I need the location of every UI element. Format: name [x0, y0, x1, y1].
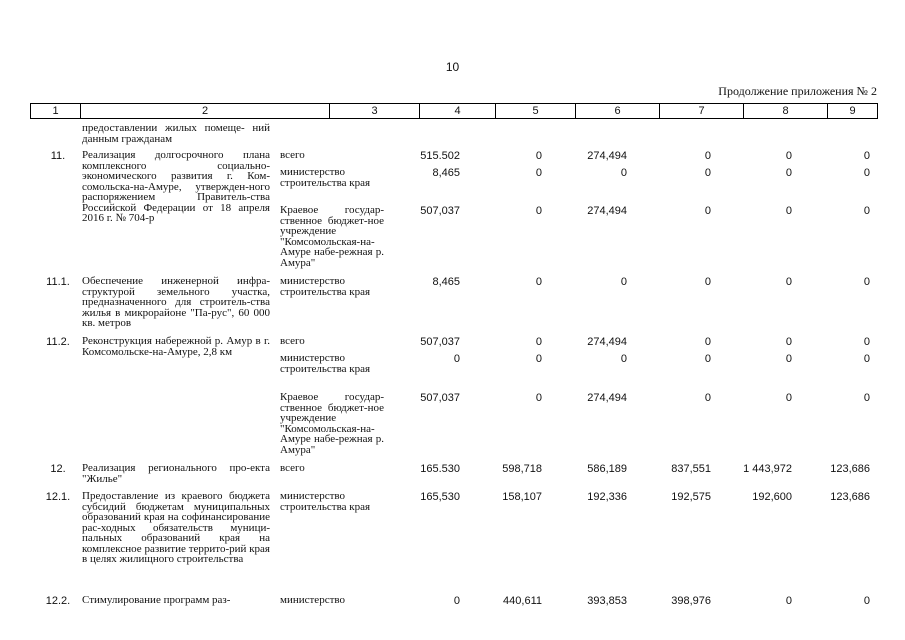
- cell-col4: 0: [453, 353, 460, 365]
- cell-col5: 0: [535, 353, 542, 365]
- row-number: 11.2.: [46, 336, 70, 348]
- funding-source: министерство: [280, 594, 346, 606]
- cell-col5: 440,611: [503, 595, 542, 607]
- cell-col9: 0: [863, 276, 870, 288]
- continuation-title: Продолжение приложения № 2: [718, 84, 877, 98]
- cell-col9: 123,686: [830, 491, 870, 503]
- cell-col6: 274,494: [587, 392, 627, 404]
- funding-source: всего: [280, 149, 305, 161]
- cell-col4: 165.530: [420, 463, 460, 475]
- cell-col8: 0: [785, 276, 792, 288]
- cell-col8: 192,600: [752, 491, 792, 503]
- cell-col7: 192,575: [671, 491, 711, 503]
- cell-col4: 507,037: [420, 392, 460, 404]
- column-header-3: 3: [330, 104, 420, 119]
- cell-col6: 0: [620, 167, 627, 179]
- cell-col6: 274,494: [587, 150, 627, 162]
- funding-source: министерство строительства края: [280, 166, 371, 189]
- cell-col7: 0: [704, 392, 711, 404]
- column-header-4: 4: [420, 104, 496, 119]
- column-header-9: 9: [828, 104, 878, 119]
- cell-col6: 393,853: [587, 595, 627, 607]
- cell-col4: 8,465: [432, 167, 460, 179]
- cell-col5: 0: [535, 276, 542, 288]
- column-header-5: 5: [496, 104, 576, 119]
- cell-col8: 0: [785, 595, 792, 607]
- cell-col8: 0: [785, 205, 792, 217]
- cell-col8: 1 443,972: [743, 463, 792, 475]
- row-number: 12.: [50, 463, 66, 475]
- cell-col7: 398,976: [671, 595, 711, 607]
- funding-source: Краевое государ-ственное бюджет-ное учреждение "Комсомольская-на-Амуре набе-режная р. Амура": [280, 391, 384, 456]
- funding-source: всего: [280, 462, 305, 474]
- cell-col9: 0: [863, 205, 870, 217]
- row-description: Реконструкция набережной р. Амур в г. Комсомольске-на-Амуре, 2,8 км: [82, 335, 270, 358]
- cell-col5: 0: [535, 392, 542, 404]
- row-description: Обеспечение инженерной инфра-структурой земельного участка, предназначенного для строитель-ства жилья в микрорайоне "Па-рус", 60 000 кв. метров: [82, 275, 270, 329]
- cell-col7: 0: [704, 205, 711, 217]
- row-number: 11.1.: [46, 276, 70, 288]
- continued-description: предоставлении жилых помеще- ний данным гражданам: [82, 122, 270, 145]
- cell-col7: 0: [704, 336, 711, 348]
- funding-source: всего: [280, 335, 305, 347]
- funding-source: Краевое государ-ственное бюджет-ное учреждение "Комсомольская-на-Амуре набе-режная р. Амура": [280, 204, 384, 269]
- funding-source: министерство строительства края: [280, 275, 371, 298]
- cell-col9: 0: [863, 392, 870, 404]
- cell-col4: 8,465: [432, 276, 460, 288]
- row-number: 12.2.: [45, 595, 71, 607]
- funding-source: министерство строительства края: [280, 490, 371, 513]
- cell-col4: 0: [453, 595, 460, 607]
- cell-col9: 0: [863, 595, 870, 607]
- column-header-7: 7: [660, 104, 744, 119]
- cell-col6: 274,494: [587, 205, 627, 217]
- cell-col5: 158,107: [502, 491, 542, 503]
- cell-col8: 0: [785, 353, 792, 365]
- cell-col7: 0: [704, 150, 711, 162]
- cell-col4: 507,037: [420, 205, 460, 217]
- row-number: 12.1.: [45, 491, 71, 503]
- column-header-6: 6: [576, 104, 660, 119]
- cell-col9: 0: [863, 353, 870, 365]
- column-header-row: [30, 103, 878, 119]
- cell-col7: 0: [704, 276, 711, 288]
- cell-col4: 515.502: [420, 150, 460, 162]
- cell-col5: 0: [535, 167, 542, 179]
- cell-col6: 0: [620, 276, 627, 288]
- cell-col9: 0: [863, 167, 870, 179]
- cell-col8: 0: [785, 336, 792, 348]
- row-description: Предоставление из краевого бюджета субсидий бюджетам муниципальных образований края на софинансирование рас-ходных обязательств муници-пальных образований края на комплексное развитие террито-рий края в целях жилищного строительства: [82, 490, 270, 565]
- cell-col4: 165,530: [420, 491, 460, 503]
- row-description: Реализация регионального про-екта "Жилье": [82, 462, 270, 485]
- cell-col5: 0: [535, 205, 542, 217]
- cell-col6: 0: [620, 353, 627, 365]
- row-description: Стимулирование программ раз-: [82, 594, 231, 606]
- cell-col6: 274,494: [587, 336, 627, 348]
- cell-col6: 586,189: [587, 463, 627, 475]
- cell-col5: 598,718: [502, 463, 542, 475]
- cell-col8: 0: [785, 392, 792, 404]
- column-header-8: 8: [744, 104, 828, 119]
- cell-col9: 123,686: [830, 463, 870, 475]
- column-header-2: 2: [81, 104, 330, 119]
- cell-col8: 0: [785, 167, 792, 179]
- funding-source: министерство строительства края: [280, 352, 371, 375]
- column-header-1: 1: [31, 104, 81, 119]
- cell-col5: 0: [535, 336, 542, 348]
- cell-col7: 0: [704, 353, 711, 365]
- row-description: Реализация долгосрочного плана комплексного социально-экономического развития г. Ком-сомольска-на-Амуре, утвержден-ного распоряжением Правитель-ства Российской Федерации от 18 апреля 2016 г. № 704-р: [82, 149, 270, 224]
- cell-col9: 0: [863, 150, 870, 162]
- cell-col7: 837,551: [671, 463, 711, 475]
- cell-col7: 0: [704, 167, 711, 179]
- cell-col5: 0: [535, 150, 542, 162]
- row-number: 11.: [50, 150, 66, 162]
- page-number: 10: [445, 60, 460, 74]
- cell-col4: 507,037: [420, 336, 460, 348]
- cell-col6: 192,336: [587, 491, 627, 503]
- cell-col9: 0: [863, 336, 870, 348]
- cell-col8: 0: [785, 150, 792, 162]
